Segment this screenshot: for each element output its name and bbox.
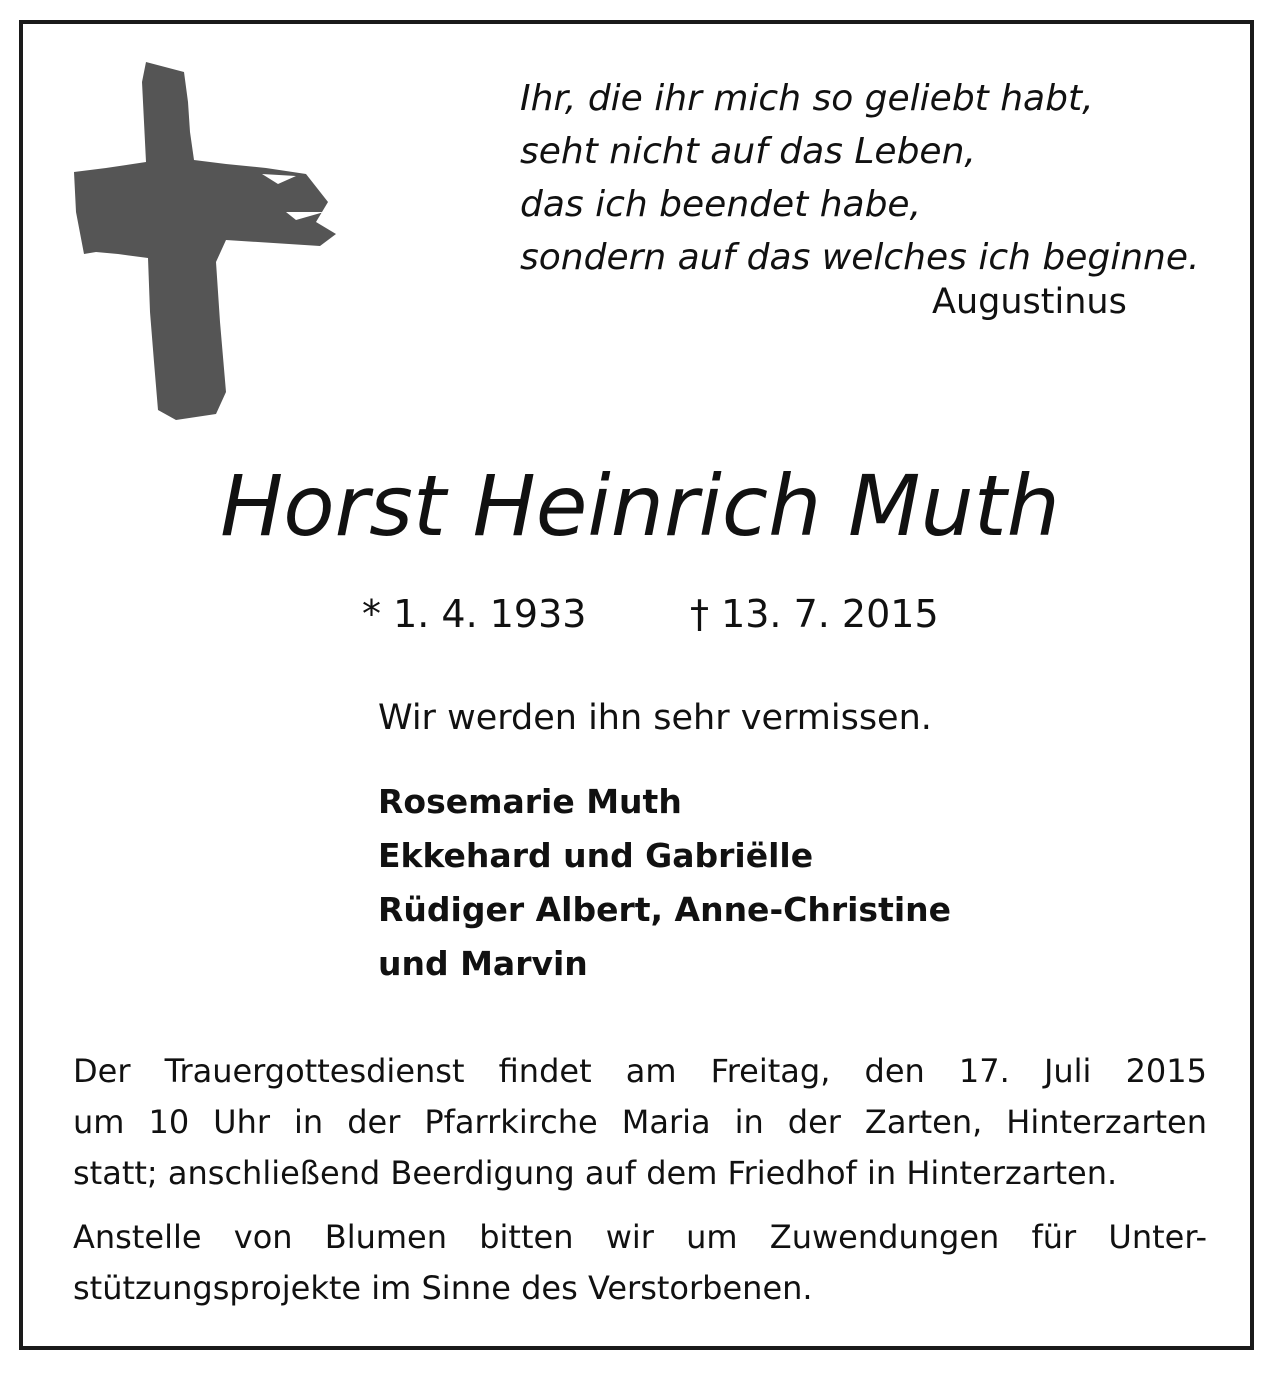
- poem-line: seht nicht auf das Leben,: [520, 131, 976, 172]
- brushstroke-cross-icon: [66, 62, 356, 424]
- service-line: um 10 Uhr in der Pfarrkirche Maria in der Zarten, Hinterzarten: [73, 1103, 1207, 1141]
- deceased-name: Horst Heinrich Muth: [220, 457, 1060, 555]
- donation-line: Anstelle von Blumen bitten wir um Zuwendungen für Unter-: [73, 1218, 1207, 1256]
- service-line: Der Trauergottesdienst findet am Freitag, den 17. Juli 2015: [73, 1052, 1207, 1090]
- service-info: [73, 1046, 1207, 1199]
- poem-quote: [520, 72, 1220, 284]
- donation-note: [73, 1212, 1207, 1314]
- family-member: Ekkehard und Gabriëlle: [378, 836, 814, 875]
- quote-author: Augustinus: [932, 282, 1127, 322]
- service-line: statt; anschließend Beerdigung auf dem Friedhof in Hinterzarten.: [73, 1154, 1118, 1192]
- poem-line: sondern auf das welches ich beginne.: [520, 237, 1200, 278]
- family-member: und Marvin: [378, 944, 588, 983]
- poem-line: das ich beendet habe,: [520, 184, 922, 225]
- donation-line: stützungsprojekte im Sinne des Verstorbenen.: [73, 1269, 813, 1307]
- family-list: [378, 775, 951, 991]
- mourning-message: Wir werden ihn sehr vermissen.: [378, 698, 932, 738]
- family-member: Rüdiger Albert, Anne-Christine: [378, 890, 952, 929]
- birth-date: * 1. 4. 1933: [362, 592, 587, 636]
- poem-line: Ihr, die ihr mich so geliebt habt,: [520, 78, 1094, 119]
- death-date: † 13. 7. 2015: [690, 592, 939, 636]
- family-member: Rosemarie Muth: [378, 782, 682, 821]
